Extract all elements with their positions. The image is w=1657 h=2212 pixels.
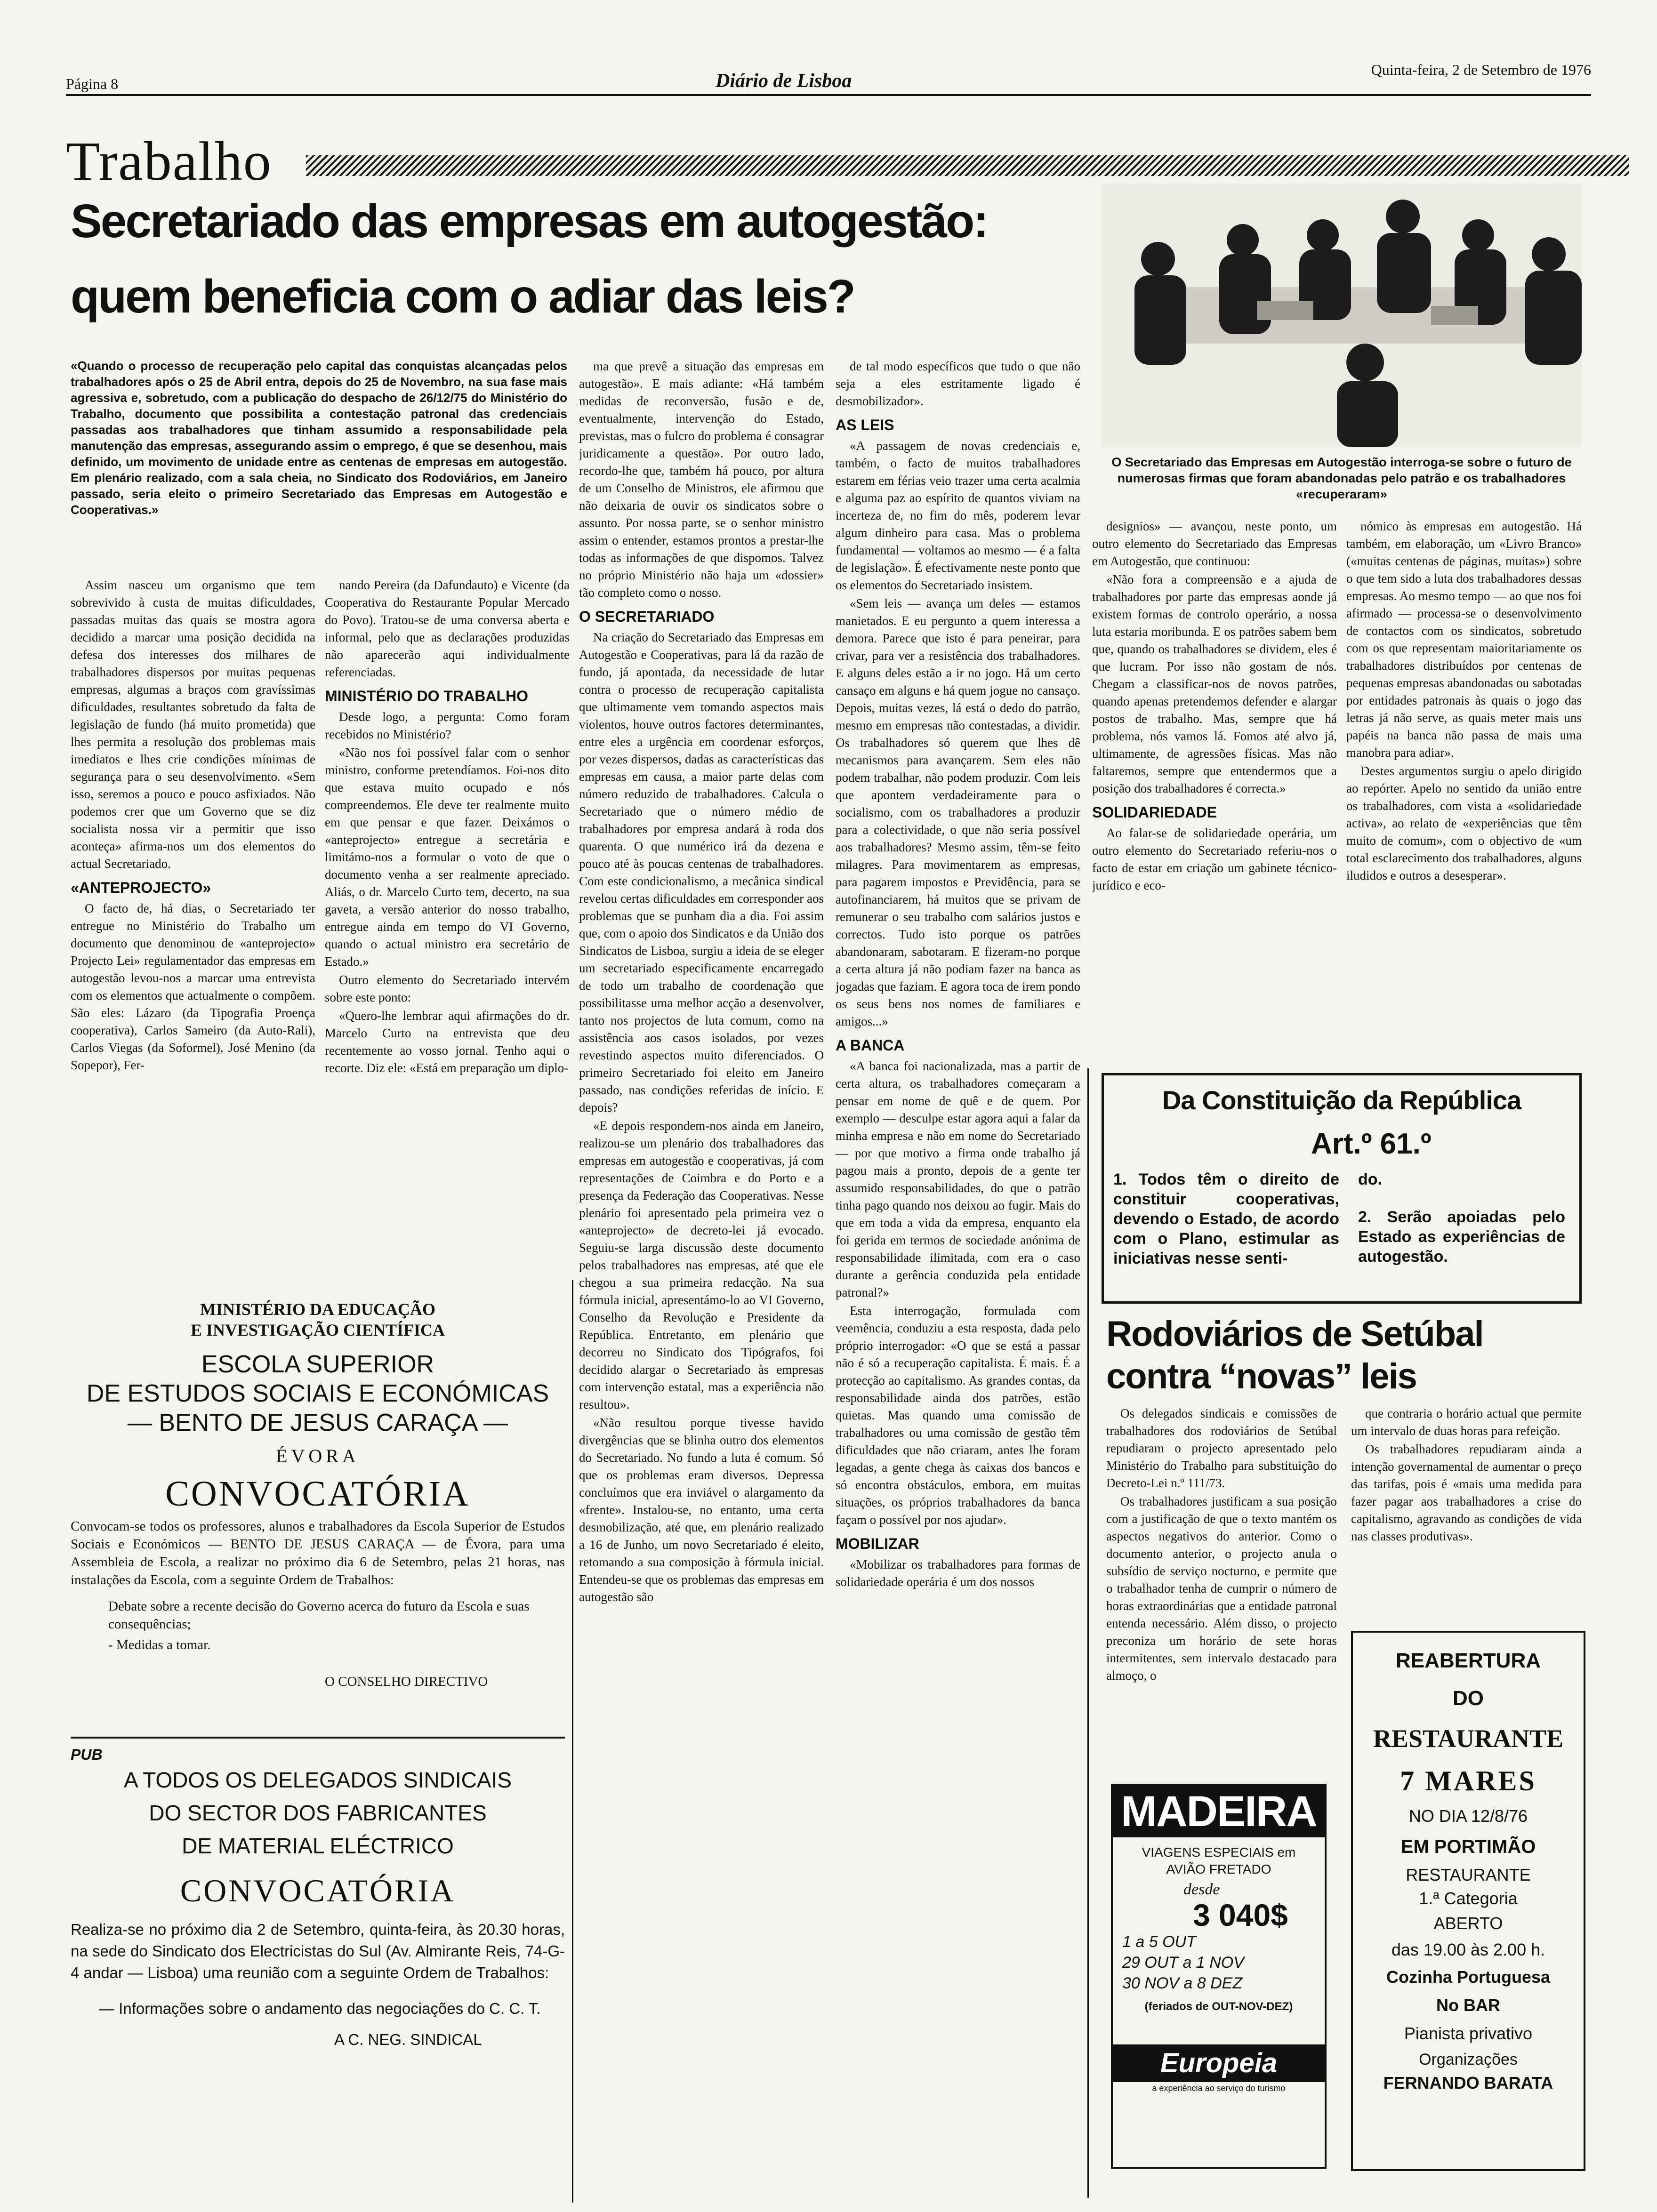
article-column-1	[71, 577, 315, 1282]
madeira-price: 3 040$	[1193, 1898, 1288, 1932]
constitution-article: Art.º 61.º	[1311, 1128, 1432, 1160]
rodoviarios-column-2	[1351, 1405, 1582, 1621]
article-paragraph: Assim nasceu um organismo que tem sobrevivido à custa de muitas dificuldades, passadas muitas das quais se mostra agora decidido a marcar uma posição decidida na defesa dos interesses dos milhares de trabalhadores dispersos por muitas pequenas empresas, algumas a braços com gravíssimas dificuldades, resultantes sobretudo da falta de legislação de fundo (há muito prometida) que lhes permita a resolução dos problemas mais imediatos e lhes crie condições mínimas de segurança para o seu desenvolvimento. «Sem isso, seremos a pouco e pouco asfixiados. Não podemos crer que um Governo que se diz socialista nossa vir a permitir que isso aconteça» afirma-nos um dos elementos do actual Secretariado.	[71, 578, 315, 871]
article-paragraph: O facto de, há dias, o Secretariado ter entregue no Ministério do Trabalho um documento que denominou de «anteprojecto» Projecto Lei» regulamentador das empresas em autogestão levou-nos a marcar uma entrevista com os elementos que actualmente o compõem. São eles: Lázaro (da Tipografia Proença cooperativa), Carlos Sameiro (da Auto-Rali), Carlos Viegas (da Soformel), José Menino (da Sopepor), Fer-	[71, 901, 315, 1072]
article-paragraph: «A passagem de novas credenciais e, também, o facto de muitos trabalhadores estarem em férias veio trazer uma certa acalmia e alguma paz ao espírito de quantos viviam na incerteza de, no fim do mês, poderem levar algum dinheiro para casa. Mas o problema fundamental — voltamos ao mesmo — é a falta de legislação». É efectivamente neste ponto que os elementos do Secretariado insistem.	[836, 439, 1080, 592]
escola-name-3: — BENTO DE JESUS CARAÇA —	[127, 1409, 508, 1436]
rest-l10: das 19.00 às 2.00 h.	[1391, 1940, 1545, 1959]
article-column-3	[579, 358, 824, 2203]
column-rule	[572, 1280, 573, 2203]
delegados-title-1: A TODOS OS DELEGADOS SINDICAIS	[124, 1768, 512, 1792]
subhead-secretariado: O SECRETARIADO	[579, 608, 715, 625]
section-title: Trabalho	[66, 130, 272, 192]
article-paragraph: Os trabalhadores justificam a sua posição com a justificação de que o texto mantém os aspectos negativos do anterior. Como o documento anterior, o projecto anula o subsídio de serviço nocturno, e permite que o trabalhador tenha de cumprir o número de horas extraordinárias que a entidade patronal entenda necessário. Além disso, o projecto preconiza um horário de sete horas intermitentes, sem intervalo destacado para almoço, o	[1106, 1494, 1337, 1683]
rest-l2: DO	[1453, 1687, 1484, 1710]
madeira-line-1: VIAGENS ESPECIAIS em	[1142, 1845, 1296, 1859]
madeira-desde: desde	[1183, 1881, 1220, 1898]
rest-l14: Organizações	[1419, 2051, 1518, 2068]
rodoviarios-column-1	[1106, 1405, 1337, 1748]
escola-ministry-1: MINISTÉRIO DA EDUCAÇÃO	[200, 1300, 436, 1319]
escola-item-2: - Medidas a tomar.	[108, 1637, 211, 1652]
delegados-body: Realiza-se no próximo dia 2 de Setembro, quinta-feira, às 20.30 horas, na sede do Sindicato dos Electricistas do Sul (Av. Almirante Reis, 74-G-4 andar — Lisboa) uma reunião com a seguinte Ordem de Trabalhos:	[71, 1921, 565, 1981]
article-paragraph: Na criação do Secretariado das Empresas em Autogestão e Cooperativas, para lá da razão de fundo, já apontada, da necessidade de lutar contra o processo de recuperação capitalista que ultimamente vem tomando aspectos mais violentos, houve outros factores determinantes, entre eles a urgência em coordenar esforços, por vezes dispersos, dadas as características das empresas em causa, a maior parte delas com número reduzido de trabalhadores. Calcula o Secretariado que o número médio de trabalhadores por empresa andará à roda dos quarenta. O que numérico irá da dezena e pouco até às poucas centenas de trabalhadores. Com este condicionalismo, a mecânica sindical revelou certas dificuldades em corresponder aos problemas que se punham dia a dia. Foi assim que, com o apoio dos Sindicatos e da União dos Sindicatos de Lisboa, surgiu a ideia de se eleger um secretariado especificamente encarregado de todo um trabalho de coordenação que possibilitasse uma melhor acção a desenvolver, tanto nos projectos de luta comum, como na assistência aos casos isolados, por vezes revestindo aspectos muito diferenciados. O primeiro Secretariado foi eleito em Janeiro passado, nas condições referidas de início. E depois?	[579, 630, 824, 1114]
article-paragraph: nómico às empresas em autogestão. Há também, em elaboração, um «Livro Branco» («muitas centenas de páginas, muitas») sobre o que tem sido a luta dos trabalhadores dessas empresas. Ao mesmo tempo — ao que nos foi afirmado — processa-se o desenvolvimento de contactos com os sindicatos, sobretudo com os que representam maioritariamente os trabalhadores distribuídos por centenas de pequenas empresas abandonadas ou sabotadas por entidades patronais às quais o jogo das letras já não serve, as quais meter mais uns papéis na banca não passa de mais uma manobra para adiar».	[1346, 519, 1582, 760]
subhead-as-leis: AS LEIS	[836, 417, 894, 433]
article-paragraph: «Mobilizar os trabalhadores para formas de solidariedade operária é um dos nossos	[836, 1557, 1080, 1589]
escola-city: ÉVORA	[276, 1445, 360, 1467]
subhead-anteprojecto: «ANTEPROJECTO»	[71, 879, 211, 896]
escola-ad	[71, 1299, 565, 1723]
madeira-brand-sub: a experiência ao serviço do turismo	[1152, 2084, 1286, 2093]
madeira-date-3: 30 NOV a 8 DEZ	[1122, 1974, 1243, 1992]
rodoviarios-title-2: contra “novas” leis	[1106, 1356, 1416, 1396]
headline-line1: Secretariado das empresas em autogestão:	[71, 195, 988, 248]
rest-l6: EM PORTIMÃO	[1400, 1836, 1536, 1857]
rest-l5: NO DIA 12/8/76	[1408, 1806, 1528, 1826]
madeira-date-2: 29 OUT a 1 NOV	[1122, 1954, 1244, 1972]
article-paragraph: que contraria o horário actual que permite um intervalo de duas horas para refeição.	[1351, 1406, 1582, 1438]
article-paragraph: Os trabalhadores repudiaram ainda a intenção governamental de aumentar o preço das tarifas, pois é «mais uma medida para fazer pagar aos trabalhadores a crise do capitalismo, agravando as condições de vida nas classes produtivas».	[1351, 1442, 1582, 1543]
article-column-6	[1346, 518, 1582, 1064]
article-paragraph: de tal modo específicos que tudo o que não seja a eles estritamente ligado é desmobilizador».	[836, 359, 1080, 408]
restaurante-ad	[1351, 1631, 1585, 2171]
article-paragraph: designios» — avançou, neste ponto, um outro elemento do Secretariado das Empresas em Autogestão, que continuou:	[1092, 519, 1337, 568]
rest-l13: Pianista privativo	[1404, 2024, 1533, 2043]
subhead-a-banca: A BANCA	[836, 1037, 905, 1054]
article-paragraph: «Não nos foi possível falar com o senhor ministro, conforme pretendíamos. Foi-nos dito que estava muito ocupado e nós compreendemos. Ele deve ter realmente muito em que pensar e que fazer. Deixámos o «anteprojecto» entregue a secretária e limitámo-nos a formular o voto de que o documento venha a ser realmente apreciado. Aliás, o dr. Marcelo Curto tem, decerto, na sua gaveta, a versão anterior do nosso trabalho, entregue ainda em tempo do VI Governo, quando o actual ministro era secretário de Estado.»	[325, 745, 570, 969]
rest-l15: FERNANDO BARATA	[1383, 2073, 1553, 2092]
article-paragraph: «Não fora a compreensão e a ajuda de trabalhadores por parte das empresas aonde já existem formas de controlo operário, a nossa luta estaria moribunda. E os patrões sabem bem que, quando os trabalhadores se dividem, eles é que lucram. Por isso não gostam de nós. Chegam a classificar-nos de novos patrões, quando apenas pretendemos defender e alargar postos de trabalho. Mas, sempre que há problema, nós vamos lá. Fomos até alvo já, ultimamente, de agressões físicas. Mas não faltaremos, sempre que entendermos que a posição dos trabalhadores é correcta.»	[1092, 572, 1337, 795]
delegados-title-3: DE MATERIAL ELÉCTRICO	[182, 1834, 454, 1858]
article-paragraph: «Não resultou porque tivesse havido divergências que se blinha outro dos elementos do Secretariado. No fundo a luta é comum. Só que os problemas eram diversos. Depressa concluímos que era inviável o alargamento da «frente». Instalou-se, no entanto, uma certa desmobilização, até que, em plenário realizado a 16 de Junho, um novo Secretariado é eleito, retomando a sua composição à fórmula inicial. Entendeu-se que os problemas das empresas em autogestão são	[579, 1416, 824, 1604]
rest-l4: 7 MARES	[1400, 1765, 1536, 1796]
article-paragraph: «A banca foi nacionalizada, mas a partir de certa altura, os trabalhadores começaram a pensar em nome de quê e de quem. Por exemplo — desculpe estar agora aqui a falar da minha empresa e não em nome do Secretariado — por que motivo a firma onde trabalho já pagou mais a pronto, depois de a gente ter assumido responsabilidades, do que o patrão tinha pago quando nos deixou ao fugir. Mais do que em toda a vida da empresa, enquanto ela foi gerida em termos de sociedade anónima de responsabilidade ilimitada, com era o caso durante a gerência conduzida pela entidade patronal?»	[836, 1059, 1080, 1299]
constitution-item-1: 1. Todos têm o direito de constituir cooperativas, devendo o Estado, de acordo com o Plano, estimular as iniciativas nesse senti-	[1113, 1170, 1339, 1267]
rest-l11: Cozinha Portuguesa	[1386, 1967, 1551, 1987]
article-paragraph: Destes argumentos surgiu o apelo dirigido ao repórter. Apelo no sentido da união entre os trabalhadores, com vista a «solidariedade activa», ao relato de «experiências que têm muito de comum», com o objectivo de «um total esclarecimento dos trabalhadores, alguns iludidos e outros a desesperar».	[1346, 764, 1582, 882]
delegados-item-1: — Informações sobre o andamento das negociações do C. C. T.	[99, 2000, 541, 2017]
article-paragraph: «Sem leis — avança um deles — estamos manietados. E eu pergunto a quem interessa a demora. Parece que isto é para peneirar, para crivar, para ver a resistência dos trabalhadores. E alguns deles estão a ir no jogo. Há um certo cansaço em alguns e há quem jogue no cansaço. Depois, muitas vezes, lá está o dedo do patrão, mesmo em empresas não contestadas, a dividir. Os trabalhadores só querem que lhes dê mecanismos para avançarem. Sem eles não podem trabalhar, não podem produzir. Com leis que apontem verdadeiramente para o socialismo, com os trabalhadores a produzir para a colectividade, o que não seria possível aos trabalhadores? Mesmo assim, têm-se feito milagres. Para movimentarem as empresas, para pagarem impostos e Previdência, para se autofinanciarem, há muitos que se privam de remunerar o seu trabalho com salários justos e correctos. Tudo isto porque os patrões abandonaram, sabotaram. E fizeram-no porque a certa altura já não podiam fazer na banca as jogadas que faziam. E agora toca de irem pondo os seus bens nos nomes de familiares e amigos...»	[836, 596, 1080, 1028]
photo-caption: O Secretariado das Empresas em Autogestão interroga-se sobre o futuro de numerosas firmas que foram abandonadas pelo patrão e os trabalhadores «recuperaram»	[1111, 455, 1572, 501]
subhead-solidariedade: SOLIDARIEDADE	[1092, 804, 1217, 821]
article-paragraph: ma que prevê a situação das empresas em autogestão». E mais adiante: «Há também medidas de reconversão, fusão e de, eventualmente, intervenção do Estado, previstas, mas o fulcro do problema é consagrar juridicamente a questão». Por outro lado, recordo-lhe que, também há pouco, por altura de um Conselho de Ministros, ele afirmou que não deixaria de ouvir os sindicatos sobre o assunto. Por nossa parte, se o senhor ministro assim o entender, estamos prontos a prestar-lhe todas as informações de que dispomos. Talvez no próprio Ministério não haja um «dossier» tão completo como o nosso.	[579, 359, 824, 600]
article-paragraph: Outro elemento do Secretariado intervém sobre este ponto:	[325, 973, 570, 1004]
section-rule	[306, 155, 1629, 176]
article-paragraph: nando Pereira (da Dafundauto) e Vicente (da Cooperativa do Restaurante Popular Mercado do Povo). Tratou-se de uma conversa aberta e informal, pelo que as declarações produzidas não aparecerão aqui individualmente referenciadas.	[325, 578, 570, 679]
lead-paragraph: «Quando o processo de recuperação pelo capital das conquistas alcançadas pelos trabalhadores após o 25 de Abril entra, depois do 25 de Novembro, na sua fase mais agressiva e, sobretudo, com a publicação do despacho de 26/12/75 do Ministério do Trabalho, documento que possibilita a contestação patronal das credenciais passadas aos trabalhadores que tinham assumido a responsabilidade pela manutenção das empresas, assegurando assim o emprego, é que se desenhou, mais definido, um movimento de unidade entre as centenas de empresas em autogestão. Em plenário realizado, com a sala cheia, no Sindicato dos Rodoviários, em Janeiro passado, seria eleito o primeiro Secretariado das Empresas em Autogestão e Cooperativas.»	[71, 359, 567, 517]
rest-l1: REABERTURA	[1396, 1649, 1541, 1672]
meeting-photo-illustration	[1102, 184, 1582, 447]
escola-convocatoria: CONVOCATÓRIA	[165, 1474, 470, 1514]
ad-divider	[71, 1737, 565, 1739]
madeira-ad	[1111, 1784, 1327, 2169]
escola-name-2: DE ESTUDOS SOCIAIS E ECONÓMICAS	[86, 1380, 549, 1407]
article-column-4	[836, 358, 1080, 2203]
escola-signature: O CONSELHO DIRECTIVO	[325, 1674, 488, 1689]
rest-l12: No BAR	[1436, 1996, 1500, 2015]
delegados-ad	[71, 1746, 565, 2198]
constitution-box	[1102, 1073, 1582, 1304]
escola-item-1: Debate sobre a recente decisão do Governo acerca do futuro da Escola e suas consequências;	[108, 1599, 530, 1632]
article-column-5	[1092, 518, 1337, 1064]
article-paragraph: Desde logo, a pergunta: Como foram recebidos no Ministério?	[325, 710, 570, 741]
constitution-item-1-end: do.	[1358, 1170, 1382, 1188]
delegados-convocatoria: CONVOCATÓRIA	[180, 1873, 456, 1908]
madeira-line-2: AVIÃO FRETADO	[1166, 1862, 1271, 1876]
delegados-signature: A C. NEG. SINDICAL	[334, 2031, 482, 2048]
madeira-brand: Europeia	[1113, 2044, 1325, 2082]
rest-l3: RESTAURANTE	[1373, 1724, 1564, 1753]
subhead-mobilizar: MOBILIZAR	[836, 1535, 919, 1552]
rest-l7: RESTAURANTE	[1406, 1865, 1531, 1884]
newspaper-name: Diário de Lisboa	[716, 70, 852, 92]
constitution-item-2: 2. Serão apoiadas pelo Estado as experiências de autogestão.	[1358, 1208, 1565, 1266]
article-paragraph: Ao falar-se de solidariedade operária, um outro elemento do Secretariado referiu-nos o facto de estar em criação um gabinete técnico-jurídico e eco-	[1092, 826, 1337, 892]
column-rule	[1087, 1068, 1089, 2198]
page-number: Página 8	[66, 75, 119, 92]
escola-name-1: ESCOLA SUPERIOR	[201, 1351, 434, 1378]
madeira-date-1: 1 a 5 OUT	[1122, 1933, 1196, 1951]
headline-line2: quem beneficia com o adiar das leis?	[71, 270, 854, 323]
rest-l8: 1.ª Categoria	[1419, 1889, 1518, 1908]
rest-l9: ABERTO	[1433, 1914, 1503, 1933]
madeira-feriados: (feriados de OUT-NOV-DEZ)	[1144, 2000, 1293, 2013]
meeting-photo	[1102, 184, 1582, 447]
constitution-title: Da Constituição da República	[1162, 1085, 1521, 1115]
article-paragraph: Os delegados sindicais e comissões de trabalhadores dos rodoviários de Setúbal repudiaram o projecto apresentado pelo Ministério do Trabalho para substituição do Decreto-Lei n.º 111/73.	[1106, 1406, 1337, 1490]
madeira-title: MADEIRA	[1113, 1786, 1325, 1837]
header-rule	[66, 94, 1591, 96]
pub-label: PUB	[71, 1746, 103, 1763]
article-column-2	[325, 577, 570, 1282]
escola-ministry-2: E INVESTIGAÇÃO CIENTÍFICA	[190, 1321, 445, 1339]
article-paragraph: «Quero-lhe lembrar aqui afirmações do dr. Marcelo Curto na entrevista que deu recentemente ao vosso jornal. Tenho aqui o recorte. Diz ele: «Está em preparação um diplo-	[325, 1009, 570, 1075]
delegados-title-2: DO SECTOR DOS FABRICANTES	[149, 1801, 487, 1825]
article-paragraph: Esta interrogação, formulada com veemência, conduziu a esta resposta, dada pelo próprio interrogador: «O que se está a passar não é só a recuperação capitalista. É mais. É a protecção ao capitalismo. As grandes contas, da responsabilidade ainda dos patrões, estão quietas. Mas quando uma comissão de trabalhadores ou uma comissão de gestão têm dificuldades que não criaram, antes lhe foram legadas, a gente chega às caixas dos bancos e só encontra obstáculos, embora, em muitas situações, os próprios trabalhadores da banca façam o possível por nos ajudar».	[836, 1304, 1080, 1527]
article-paragraph: «E depois respondem-nos ainda em Janeiro, realizou-se um plenário dos trabalhadores das empresas em autogestão e cooperativas, já com representações de Coimbra e do Porto e a presença da Federação das Cooperativas. Nesse plenário foi apresentado pela primeira vez o «anteprojecto» de decreto-lei já evocado. Seguiu-se larga discussão deste documento pelos trabalhadores nas empresas, até que ele chegou a sua primeira redacção. Na sua fórmula inicial, apresentámo-lo ao VI Governo, Conselho da Revolução e Presidente da República. Entretanto, em plenário que decorreu no Sindicato dos Tipógrafos, foi decidido alargar o Secretariado às empresas com intervenção estatal, mas a experiência não resultou».	[579, 1119, 824, 1411]
escola-body: Convocam-se todos os professores, alunos e trabalhadores da Escola Superior de Estudos Sociais e Económicos — BENTO DE JESUS CARAÇA — de Évora, para uma Assembleia de Escola, a realizar no próximo dia 6 de Setembro, pelas 21 horas, nas instalações da Escola, com a seguinte Ordem de Trabalhos:	[71, 1519, 565, 1587]
subhead-ministerio: MINISTÉRIO DO TRABALHO	[325, 688, 528, 705]
rodoviarios-title-1: Rodoviários de Setúbal	[1106, 1314, 1483, 1354]
issue-date: Quinta-feira, 2 de Setembro de 1976	[1371, 61, 1591, 78]
